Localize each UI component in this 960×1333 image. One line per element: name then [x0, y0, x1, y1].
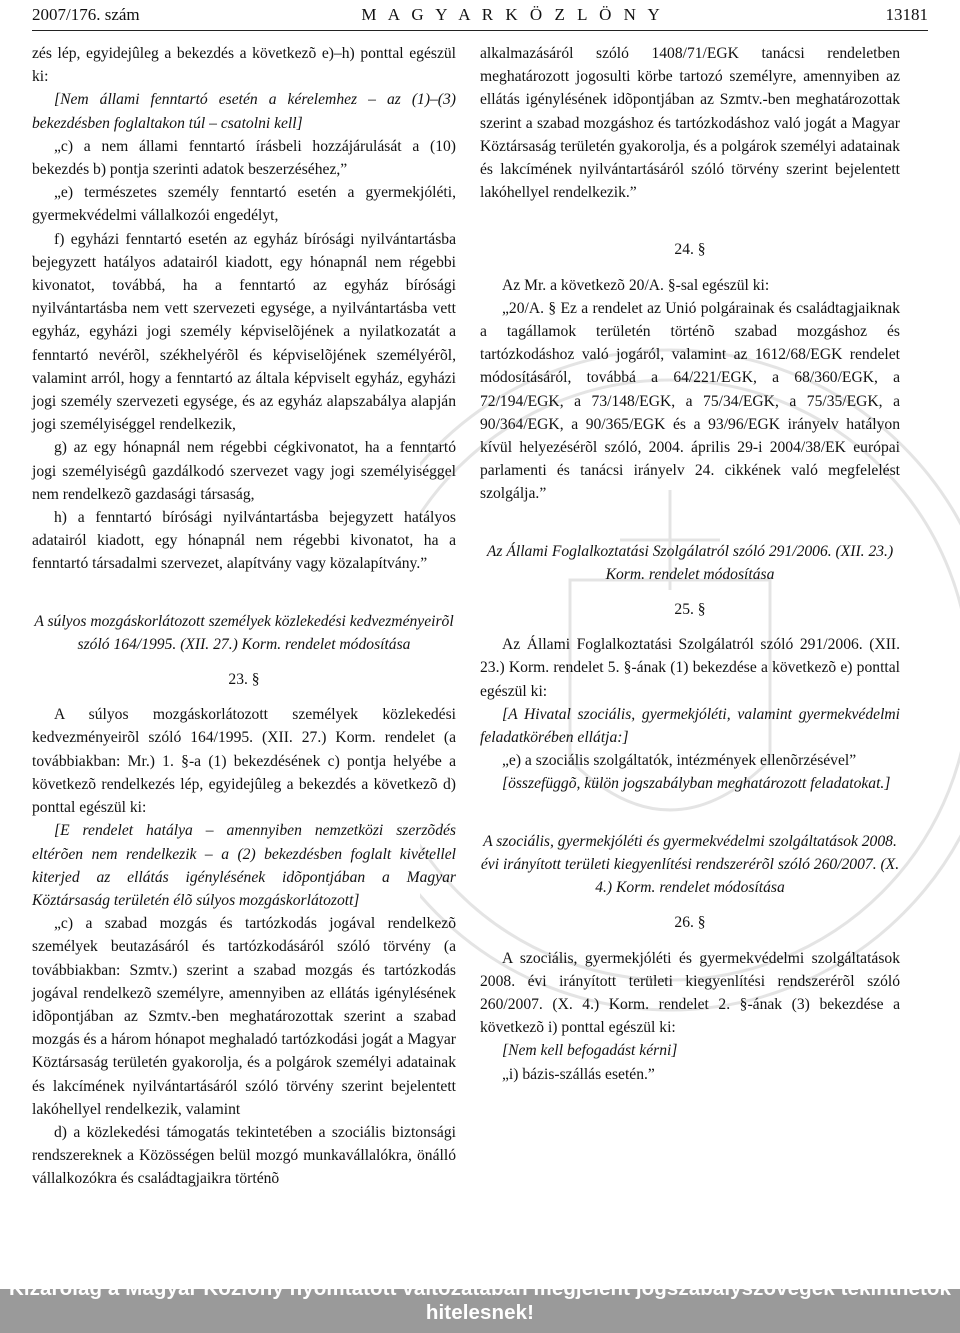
section-number: 24. § [674, 241, 706, 259]
paragraph: [Nem kell befogadást kérni] [502, 1042, 678, 1060]
paragraph: „e) a szociális szolgáltatók, intézmények ellenõrzésével” [502, 752, 857, 770]
publication-title: M A G Y A R K Ö Z L Ö N Y [361, 5, 664, 24]
paragraph: [összefüggõ, külön jogszabályban meghatározott feladatokat.] [502, 775, 891, 793]
section-title: A szociális, gyermekjóléti és gyermekvédelmi szolgáltatások 2008. évi irányított területi kiegyenlítési rendszerérõl szóló 260/2007. (X. 4.) Korm. rendelet módosítása [480, 832, 900, 897]
paragraph: h) a fenntartó bírósági nyilvántartásba bejegyzett hatályos adatairól kiadott, egy hónapnál nem régebbi kivonatot, ha a fenntartó társadalmi szervezet, alapítvány vagy közalapítvány.” [32, 509, 456, 573]
paragraph: „c) a nem állami fenntartó írásbeli hozzájárulását a (10) bekezdés b) pontja szerinti adatok beszerzéséhez,” [32, 137, 456, 179]
right-column [480, 42, 900, 1086]
paragraph: f) egyházi fenntartó esetén az egyház bírósági nyilvántartásba bejegyzett hatályos adatairól kiadott, egy hónapnál nem régebbi kivonatot, továbbá, ha a fenntartó az egyház bírósági nyilvántartásba nem vett szervezeti egysége, a nyilvántartásba vett egyház, egyházi jogi személy képviselõjének a nyilatkozatát a fenntartó nevérõl, székhelyérõl és képviselõjének személyérõl, valamint arról, hogy a fenntartó az általa képviselt egyház, egyházi jogi személy szervezeti egysége, és az egyház alapszabálya alapján jogi személyiséggel rendelkezik, [32, 230, 456, 434]
paragraph: zés lép, egyidejûleg a bekezdés a következõ e)–h) ponttal egészül ki: [32, 45, 456, 86]
paragraph: g) az egy hónapnál nem régebbi cégkivonatot, ha a fenntartó jogi személyiségû gazdálkodó szervezet vagy jogi személyiséggel nem rendelkezõ gazdasági társaság, [32, 439, 456, 503]
authenticity-notice: Kizárólag a Magyar Közlöny nyomtatott változatában megjelent jogszabályszövegek tekinthetõk hitelesnek! [8, 1277, 952, 1324]
paragraph: Az Mr. a következõ 20/A. §-sal egészül ki: [502, 276, 770, 294]
section-title: Az Állami Foglalkoztatási Szolgálatról szóló 291/2006. (XII. 23.) Korm. rendelet módosítása [486, 542, 894, 583]
section-number: 26. § [674, 914, 706, 932]
paragraph: d) a közlekedési támogatás tekintetében a szociális biztonsági rendszereknek a Közösségen belül mozgó munkavállalókra, önálló vállalkozókra és családtagjaikra történõ [32, 1123, 456, 1188]
page-header [32, 4, 928, 26]
paragraph: A szociális, gyermekjóléti és gyermekvédelmi szolgáltatások 2008. évi irányított területi kiegyenlítési rendszerérõl szóló 260/2007. (X. 4.) Korm. rendelet 2. §-ának (3) bekezdése a következõ i) ponttal egészül ki: [480, 949, 900, 1037]
paragraph: [Nem állami fenntartó esetén a kérelemhez – az (1)–(3) bekezdésben foglaltakon túl – csatolni kell] [32, 91, 456, 132]
paragraph: A súlyos mozgáskorlátozott személyek közlekedési kedvezményeirõl szóló 164/1995. (XII. 27.) Korm. rendelet (a továbbiakban: Mr.) 1. §-a (1) bekezdésének c) pontja helyébe a következõ rendelkezés lép, egyidejûleg a bekezdés a következõ d) ponttal egészül ki: [32, 706, 456, 817]
section-number: 25. § [674, 601, 706, 619]
left-column [32, 42, 456, 1191]
paragraph: „i) bázis-szállás esetén.” [502, 1065, 655, 1083]
section-title: A súlyos mozgáskorlátozott személyek közlekedési kedvezményeirõl szóló 164/1995. (XII. 27.) Korm. rendelet módosítása [34, 612, 454, 653]
section-number: 23. § [228, 671, 260, 689]
header-rule [32, 30, 928, 31]
paragraph: alkalmazásáról szóló 1408/71/EGK tanácsi rendeletben meghatározott jogosulti körbe tartozó személyre, amennyiben az ellátás igénylésének idõpontjában az Szmtv.-ben meghatározottak szerint a szabad mozgáshoz és tartózkodáshoz való jogát a Magyar Köztársaság területén gyakorolja, és a polgárok személyi adatainak és lakcímének nyilvántartásáról szóló törvény szerint bejelentett lakóhellyel rendelkezik.” [480, 45, 900, 202]
issue-number: 2007/176. szám [32, 5, 140, 24]
paragraph: Az Állami Foglalkoztatási Szolgálatról szóló 291/2006. (XII. 23.) Korm. rendelet 5. §-ának (1) bekezdése a következõ e) ponttal egészül ki: [480, 636, 900, 700]
paragraph: „c) a szabad mozgás és tartózkodás jogával rendelkezõ személyek beutazásáról és tartózkodásáról szóló törvény (a továbbiakban: Szmtv.) szerint a szabad mozgás és tartózkodás jogával rendelkezõ személyre, amennyiben az ellátás igénylésének idõpontjában az Szmtv.-ben meghatározottak szerint a szabad mozgás és a három hónapot meghaladó tartózkodási jogát a Magyar Köztársaság területén gyakorolja, és a polgárok személyi adatainak és lakcímének nyilvántartásáról szóló törvény szerint bejelentett lakóhellyel rendelkezik, valamint [32, 915, 456, 1118]
page-number: 13181 [885, 5, 928, 24]
paragraph: „20/A. § Ez a rendelet az Unió polgárainak és családtagjaiknak a tagállamok területén történõ szabad mozgáshoz és tartózkodáshoz való jogáról, valamint az 1612/68/EGK rendelet módosításáról, továbbá a 64/221/EGK, a 68/360/EGK, a 72/194/EGK, a 73/148/EGK, a 75/34/EGK, a 75/35/EGK, a 90/364/EGK, a 90/365/EGK és a 93/96/EGK irányelv hatályon kívül helyezésérõl szóló, 2004. április 29-i 2004/38/EK európai parlamenti és tanácsi irányelv 24. cikkének való megfelelést szolgálja.” [480, 299, 900, 503]
paragraph: „e) természetes személy fenntartó esetén a gyermekjóléti, gyermekvédelmi vállalkozói engedélyt, [32, 184, 456, 225]
paragraph: [A Hivatal szociális, gyermekjóléti, valamint gyermekvédelmi feladatkörében ellátja:] [480, 705, 900, 747]
paragraph: [E rendelet hatálya – amennyiben nemzetközi szerzõdés eltérõen nem rendelkezik – a (2) bekezdésben foglalt kivétellel kiterjed az ellátás igénylésének idõpontjában a Magyar Köztársaság területén élõ súlyos mozgáskorlátozott] [32, 822, 456, 909]
